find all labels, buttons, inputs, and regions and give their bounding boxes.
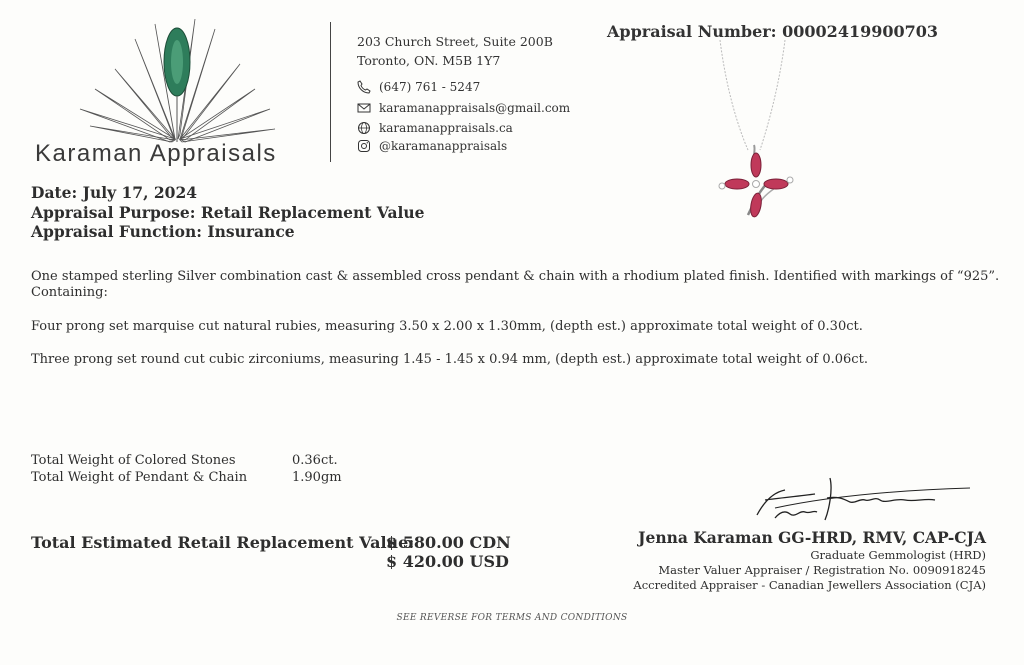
- email-text[interactable]: karamanappraisals@gmail.com: [379, 101, 571, 115]
- total-value-usd: $ 420.00 USD: [386, 552, 509, 571]
- appraisal-function: Appraisal Function: Insurance: [31, 222, 295, 241]
- weight-colored-stones-label: Total Weight of Colored Stones: [31, 453, 236, 468]
- description-line-1: One stamped sterling Silver combination cast & assembled cross pendant & chain with a rhodium plated finish. Identified with markings of “925”.: [31, 269, 1000, 284]
- contact-phone: [357, 80, 480, 94]
- instagram-icon: [357, 139, 371, 153]
- email-icon: [357, 101, 371, 115]
- header-divider: [330, 22, 331, 162]
- terms-footer: SEE REVERSE FOR TERMS AND CONDITIONS: [396, 613, 628, 623]
- cz-description: Three prong set round cut cubic zirconiums, measuring 1.45 - 1.45 x 0.94 mm, (depth est.) approximate total weight of 0.06ct.: [31, 352, 868, 367]
- globe-icon: [357, 121, 371, 135]
- total-value-cdn: $ 580.00 CDN: [386, 533, 511, 552]
- phone-text: (647) 761 - 5247: [379, 80, 481, 94]
- contact-email[interactable]: [357, 101, 570, 115]
- contact-instagram[interactable]: [357, 139, 507, 153]
- weight-pendant-chain-label: Total Weight of Pendant & Chain: [31, 470, 248, 485]
- weight-pendant-chain-value: 1.90gm: [292, 470, 342, 485]
- appraiser-title-2: Master Valuer Appraiser / Registration No. 0090918245: [658, 563, 986, 577]
- website-text[interactable]: karamanappraisals.ca: [379, 121, 513, 135]
- appraiser-signature: [745, 470, 975, 530]
- appraiser-title-1: Graduate Gemmologist (HRD): [810, 548, 986, 562]
- address-line-1: 203 Church Street, Suite 200B: [357, 34, 553, 49]
- contact-website[interactable]: [357, 121, 513, 135]
- appraisal-number: Appraisal Number: 00002419900703: [607, 22, 939, 41]
- instagram-text[interactable]: @karamanappraisals: [379, 139, 508, 153]
- appraiser-title-3: Accredited Appraiser - Canadian Jewellers Association (CJA): [633, 578, 986, 592]
- pendant-photo: [700, 40, 820, 240]
- appraisal-purpose: Appraisal Purpose: Retail Replacement Value: [31, 203, 425, 222]
- weight-colored-stones-value: 0.36ct.: [292, 453, 338, 468]
- total-value-label: Total Estimated Retail Replacement Value:: [31, 533, 415, 552]
- rubies-description: Four prong set marquise cut natural rubies, measuring 3.50 x 2.00 x 1.30mm, (depth est.) approximate total weight of 0.30ct.: [31, 319, 863, 334]
- company-name: Karaman Appraisals: [35, 140, 277, 167]
- description-line-2: Containing:: [31, 285, 108, 300]
- address-line-2: Toronto, ON. M5B 1Y7: [357, 53, 501, 68]
- phone-icon: [357, 80, 371, 94]
- appraiser-name: Jenna Karaman GG-HRD, RMV, CAP-CJA: [638, 528, 986, 547]
- appraisal-date: Date: July 17, 2024: [31, 183, 198, 202]
